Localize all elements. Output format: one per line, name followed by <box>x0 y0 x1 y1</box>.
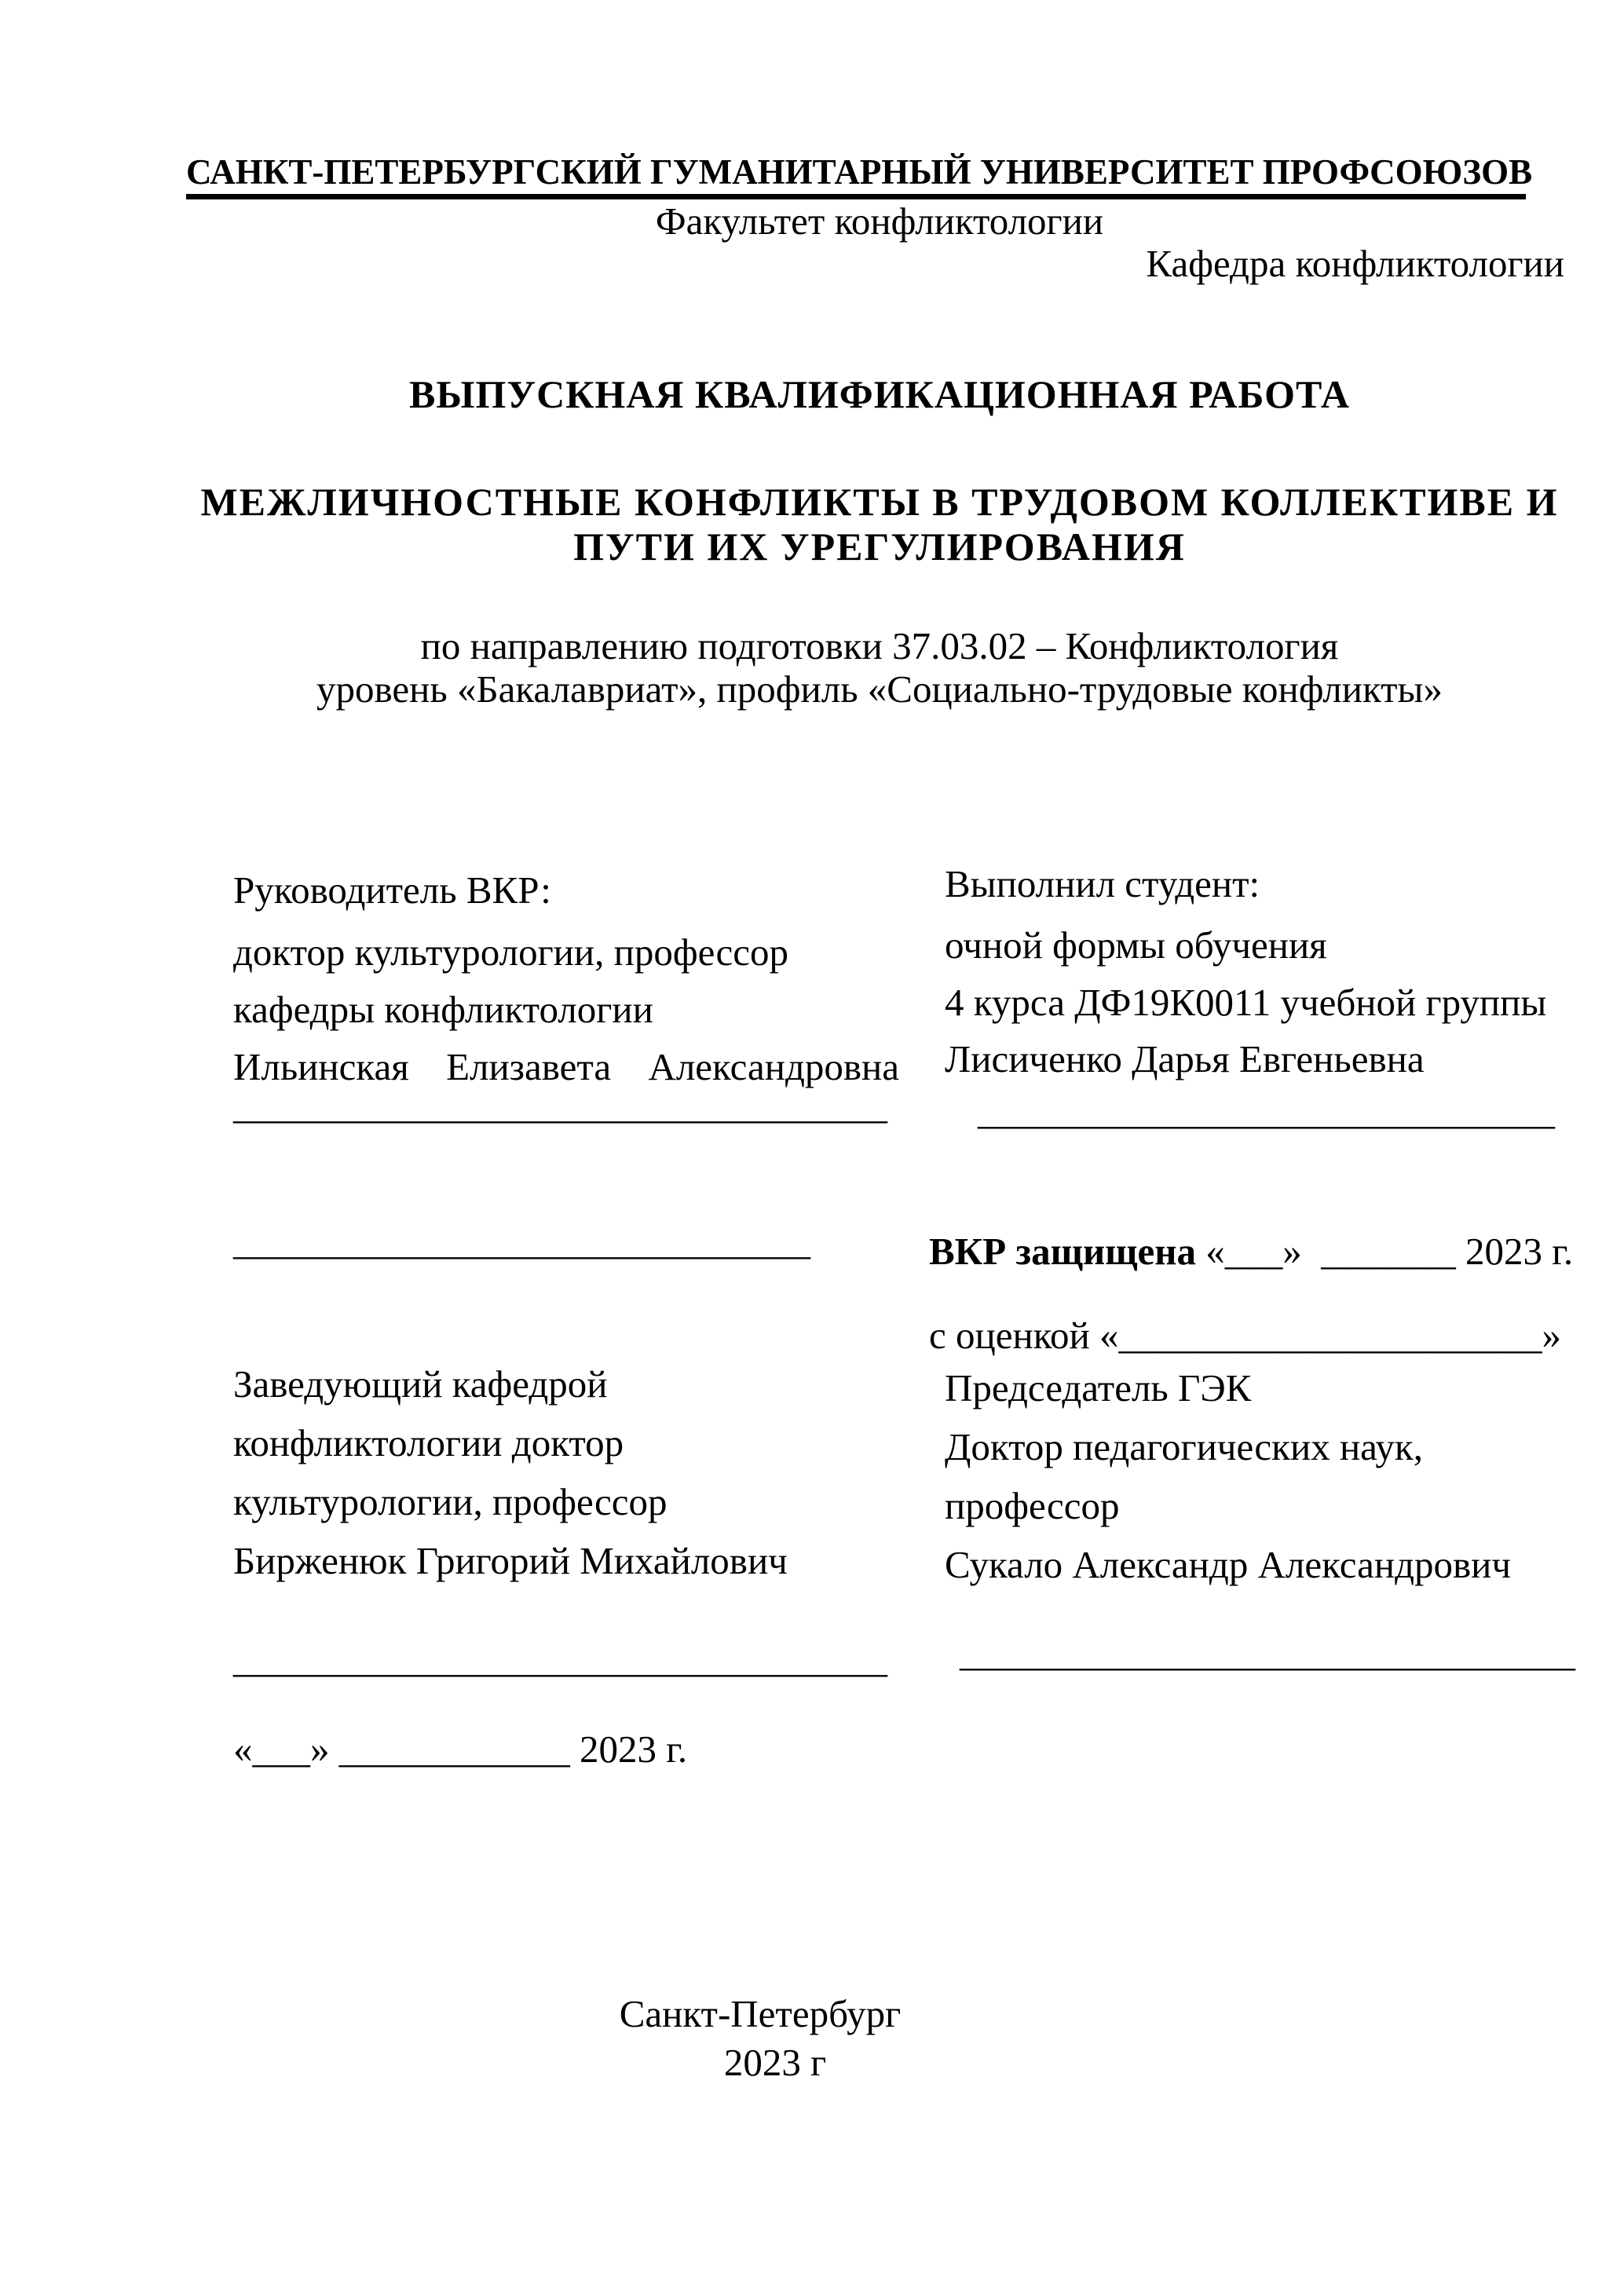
supervisor-name <box>233 1046 899 1088</box>
department-head-signature-line: __________________________________ <box>233 1637 887 1680</box>
thesis-title-line2: ПУТИ ИХ УРЕГУЛИРОВАНИЯ <box>573 525 1186 569</box>
defense-date-blank: «___» _______ 2023 г. <box>1196 1230 1574 1273</box>
department-head-title-line1: Заведующий кафедрой <box>233 1362 608 1406</box>
department-line: Кафедра конфликтологии <box>1146 242 1564 285</box>
header-underline <box>186 194 1526 199</box>
footer-year: 2023 г <box>723 2041 827 2084</box>
department-head-name: Бирженюк Григорий Михайлович <box>233 1539 788 1582</box>
department-head-title-line2: конфликтологии доктор <box>233 1421 624 1464</box>
work-type-heading: ВЫПУСКНАЯ КВАЛИФИКАЦИОННАЯ РАБОТА <box>409 372 1350 416</box>
defense-date-line <box>929 1230 1573 1273</box>
student-signature-line: ______________________________ <box>978 1089 1555 1132</box>
thesis-title-line1: МЕЖЛИЧНОСТНЫЕ КОНФЛИКТЫ В ТРУДОВОМ КОЛЛЕКТИВЕ И <box>200 480 1559 524</box>
committee-chair-name: Сукало Александр Александрович <box>945 1543 1512 1586</box>
defense-grade-line: с оценкой «______________________» <box>929 1314 1561 1357</box>
committee-chair-title-line3: профессор <box>945 1484 1120 1527</box>
student-name: Лисиченко Дарья Евгеньевна <box>945 1037 1425 1080</box>
student-education-form: очной формы обучения <box>945 923 1327 967</box>
university-name: САНКТ-ПЕТЕРБУРГСКИЙ ГУМАНИТАРНЫЙ УНИВЕРСИТЕТ ПРОФСОЮЗОВ <box>186 152 1533 192</box>
department-head-date-line: «___» ____________ 2023 г. <box>233 1727 688 1771</box>
committee-chair-title-line1: Председатель ГЭК <box>945 1366 1252 1409</box>
footer-city: Санкт-Петербург <box>619 1992 902 2035</box>
program-profile-line: уровень «Бакалавриат», профиль «Социально-трудовые конфликты» <box>316 667 1443 711</box>
supervisor-name-word: Ильинская <box>233 1045 409 1088</box>
department-head-title-line3: культурологии, профессор <box>233 1480 668 1523</box>
faculty-line: Факультет конфликтологии <box>655 199 1104 243</box>
supervisor-extra-signature-line: ______________________________ <box>233 1219 810 1263</box>
supervisor-name-word: Елизавета <box>446 1045 612 1088</box>
student-group-line: 4 курса ДФ19К0011 учебной группы <box>945 981 1547 1024</box>
program-direction-line: по направлению подготовки 37.03.02 – Конфликтология <box>420 624 1339 667</box>
student-label: Выполнил студент: <box>945 862 1260 905</box>
committee-chair-title-line2: Доктор педагогических наук, <box>945 1425 1423 1468</box>
supervisor-label: Руководитель ВКР: <box>233 868 551 912</box>
supervisor-degree-line1: доктор культурологии, профессор <box>233 930 789 974</box>
committee-chair-signature-line: ________________________________ <box>960 1631 1575 1674</box>
supervisor-name-word: Александровна <box>648 1045 899 1088</box>
supervisor-degree-line2: кафедры конфликтологии <box>233 988 653 1031</box>
defense-date-label: ВКР защищена <box>929 1230 1197 1273</box>
supervisor-signature-line: __________________________________ <box>233 1084 887 1127</box>
